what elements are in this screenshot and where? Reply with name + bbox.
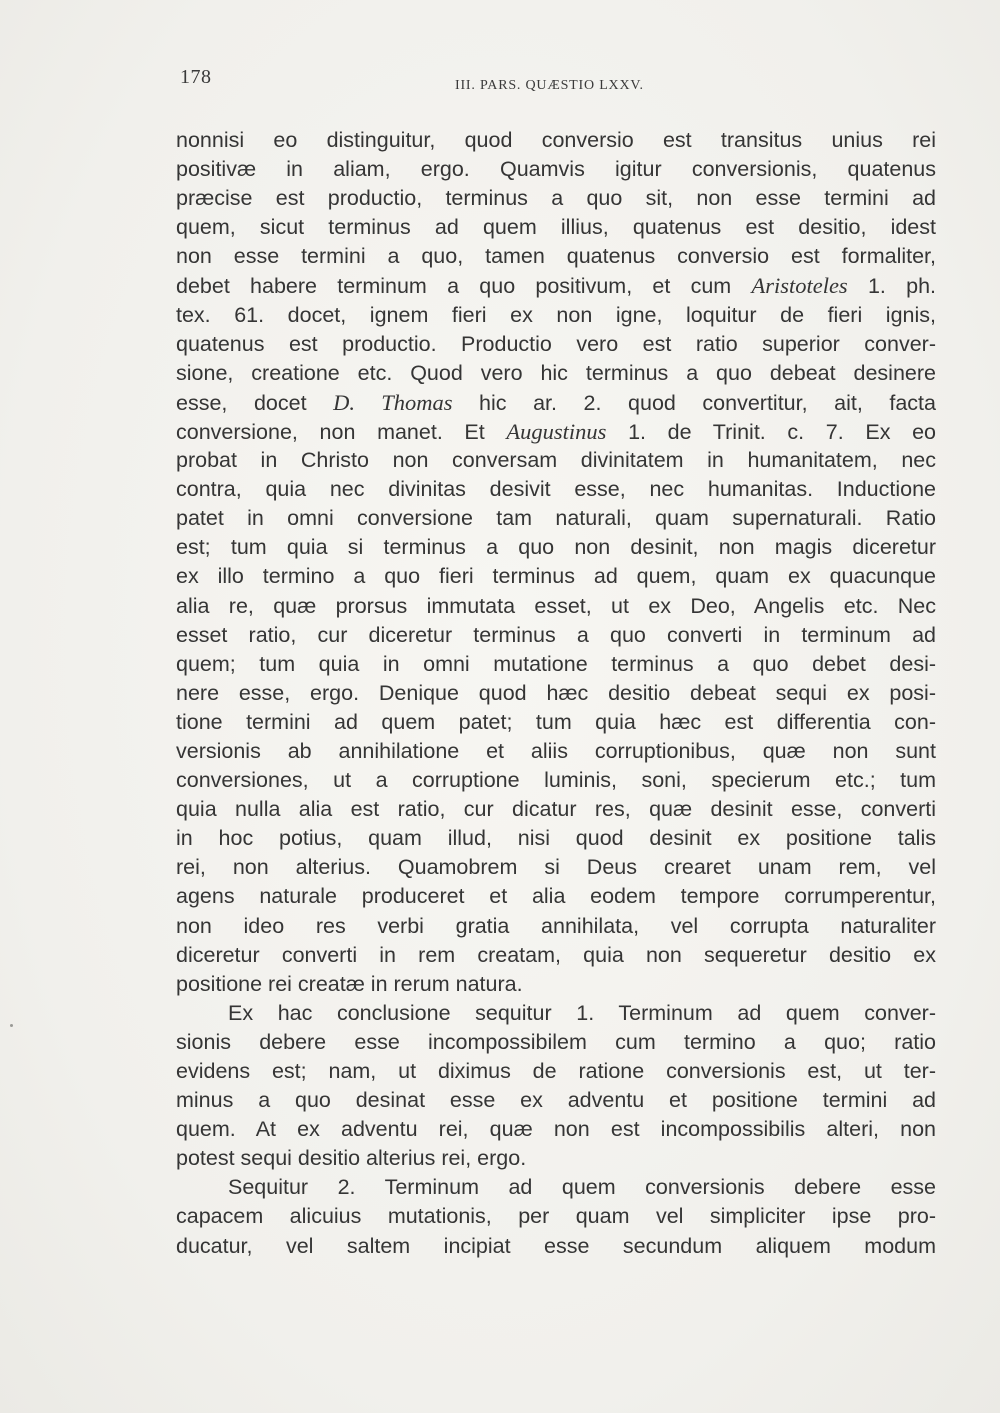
text-line: [176, 562, 936, 591]
text-line: [176, 999, 936, 1028]
text-line: [176, 126, 936, 155]
text-line: [176, 1086, 936, 1115]
text-segment: minus a quo desinat esse ex adventu et positione termini ad: [176, 1088, 936, 1113]
text-line: [176, 1173, 936, 1202]
italic-name: D. Thomas: [333, 389, 453, 415]
text-line: [176, 853, 936, 882]
text-segment: quatenus est productio. Productio vero est ratio superior conver-: [176, 331, 936, 356]
paper-speck: [10, 1024, 13, 1027]
text-line: [176, 271, 936, 300]
text-segment: 1. ph.: [847, 274, 937, 299]
text-line: [176, 650, 936, 679]
text-line: [176, 359, 936, 388]
text-line: [176, 242, 936, 271]
text-segment: contra, quia nec divinitas desivit esse, nec humanitas. Inductione: [176, 477, 936, 502]
text-segment: hic ar. 2. quod convertitur, ait, facta: [452, 390, 936, 415]
text-segment: tex. 61. docet, ignem fieri ex non igne, loquitur de fieri ignis,: [176, 302, 936, 327]
text-line: [176, 679, 936, 708]
text-segment: versionis ab annihilatione et aliis corruptionibus, quæ non sunt: [176, 738, 936, 763]
text-segment: positivæ in aliam, ergo. Quamvis igitur conversionis, quatenus: [176, 157, 936, 182]
text-line: [176, 504, 936, 533]
body-text: [176, 126, 936, 1261]
text-segment: capacem alicuius mutationis, per quam vel simpliciter ipse pro-: [176, 1204, 936, 1229]
text-segment: in hoc potius, quam illud, nisi quod desinit ex positione talis: [176, 826, 936, 851]
text-segment: esset ratio, cur diceretur terminus a quo converti in terminum ad: [176, 622, 936, 647]
text-segment: positione rei creatæ in rerum natura.: [176, 971, 523, 996]
text-segment: quem; tum quia in omni mutatione terminus a quo debet desi-: [176, 651, 936, 676]
text-line: [176, 824, 936, 853]
text-line: [176, 213, 936, 242]
page-number: 178: [180, 66, 212, 88]
text-line: [176, 388, 936, 417]
text-segment: probat in Christo non conversam divinitatem in humanitatem, nec: [176, 448, 936, 473]
text-segment: 1. de Trinit. c. 7. Ex eo: [606, 419, 936, 444]
text-line: [176, 795, 936, 824]
text-line: [176, 592, 936, 621]
text-line: [176, 1028, 936, 1057]
text-segment: tione termini ad quem patet; tum quia hæc est differentia con-: [176, 709, 936, 734]
text-line: [176, 417, 936, 446]
text-line: [176, 301, 936, 330]
text-line: [176, 446, 936, 475]
text-segment: alia re, quæ prorsus immutata esset, ut ex Deo, Angelis etc. Nec: [176, 593, 936, 618]
text-segment: ducatur, vel saltem incipiat esse secundum aliquem modum: [176, 1233, 936, 1258]
text-segment: patet in omni conversione tam naturali, quam supernaturali. Ratio: [176, 506, 936, 531]
text-line: [176, 1232, 936, 1261]
text-segment: potest sequi desitio alterius rei, ergo.: [176, 1146, 527, 1171]
text-segment: evidens est; nam, ut diximus de ratione conversionis est, ut ter-: [176, 1059, 936, 1083]
text-segment: non esse termini a quo, tamen quatenus conversio est formaliter,: [176, 244, 936, 269]
text-segment: conversione, non manet. Et: [176, 419, 507, 444]
text-line: [176, 1202, 936, 1231]
text-segment: Sequitur 2. Terminum ad quem conversionis debere esse: [228, 1175, 936, 1200]
text-line: [176, 912, 936, 941]
text-segment: quem, sicut terminus ad quem illius, quatenus est desitio, idest: [176, 215, 936, 240]
text-line: [176, 941, 936, 970]
text-segment: nere esse, ergo. Denique quod hæc desitio debeat sequi ex posi-: [176, 680, 936, 705]
text-line: [176, 1057, 936, 1086]
text-segment: ex illo termino a quo fieri terminus ad quem, quam ex quacunque: [176, 564, 936, 589]
text-line: [176, 621, 936, 650]
text-segment: esse, docet: [176, 390, 334, 415]
text-segment: rei, non alterius. Quamobrem si Deus crearet unam rem, vel: [176, 855, 936, 880]
text-segment: non ideo res verbi gratia annihilata, vel corrupta naturaliter: [176, 913, 936, 938]
text-segment: debet habere terminum a quo positivum, et cum: [176, 274, 752, 299]
text-segment: est; tum quia si terminus a quo non desinit, non magis diceretur: [176, 535, 936, 560]
text-line: [176, 155, 936, 184]
italic-name: Augustinus: [506, 418, 607, 444]
text-segment: sione, creatione etc. Quod vero hic terminus a quo debeat desinere: [176, 360, 936, 385]
text-line: [176, 970, 936, 999]
text-segment: diceretur converti in rem creatam, quia non sequeretur desitio ex: [176, 942, 936, 967]
text-line: [176, 882, 936, 911]
text-segment: sionis debere esse incompossibilem cum termino a quo; ratio: [176, 1029, 936, 1054]
text-segment: Ex hac conclusione sequitur 1. Terminum ad quem conver-: [228, 1000, 936, 1025]
running-head: III. PARS. QUÆSTIO LXXV.: [455, 78, 644, 93]
text-segment: quem. At ex adventu rei, quæ non est incompossibilis alteri, non: [176, 1117, 936, 1142]
text-line: [176, 1144, 936, 1173]
text-line: [176, 533, 936, 562]
text-line: [176, 737, 936, 766]
text-line: [176, 708, 936, 737]
text-segment: agens naturale produceret et alia eodem tempore corrumperentur,: [176, 884, 936, 909]
text-segment: nonnisi eo distinguitur, quod conversio est transitus unius rei: [176, 128, 936, 152]
text-line: [176, 1115, 936, 1144]
text-line: [176, 184, 936, 213]
text-line: [176, 766, 936, 795]
text-segment: præcise est productio, terminus a quo sit, non esse termini ad: [176, 186, 936, 211]
text-line: [176, 475, 936, 504]
text-line: [176, 330, 936, 359]
italic-name: Aristoteles: [751, 273, 848, 299]
text-segment: conversiones, ut a corruptione luminis, soni, specierum etc.; tum: [176, 768, 936, 793]
text-segment: quia nulla alia est ratio, cur dicatur res, quæ desinit esse, converti: [176, 797, 936, 822]
